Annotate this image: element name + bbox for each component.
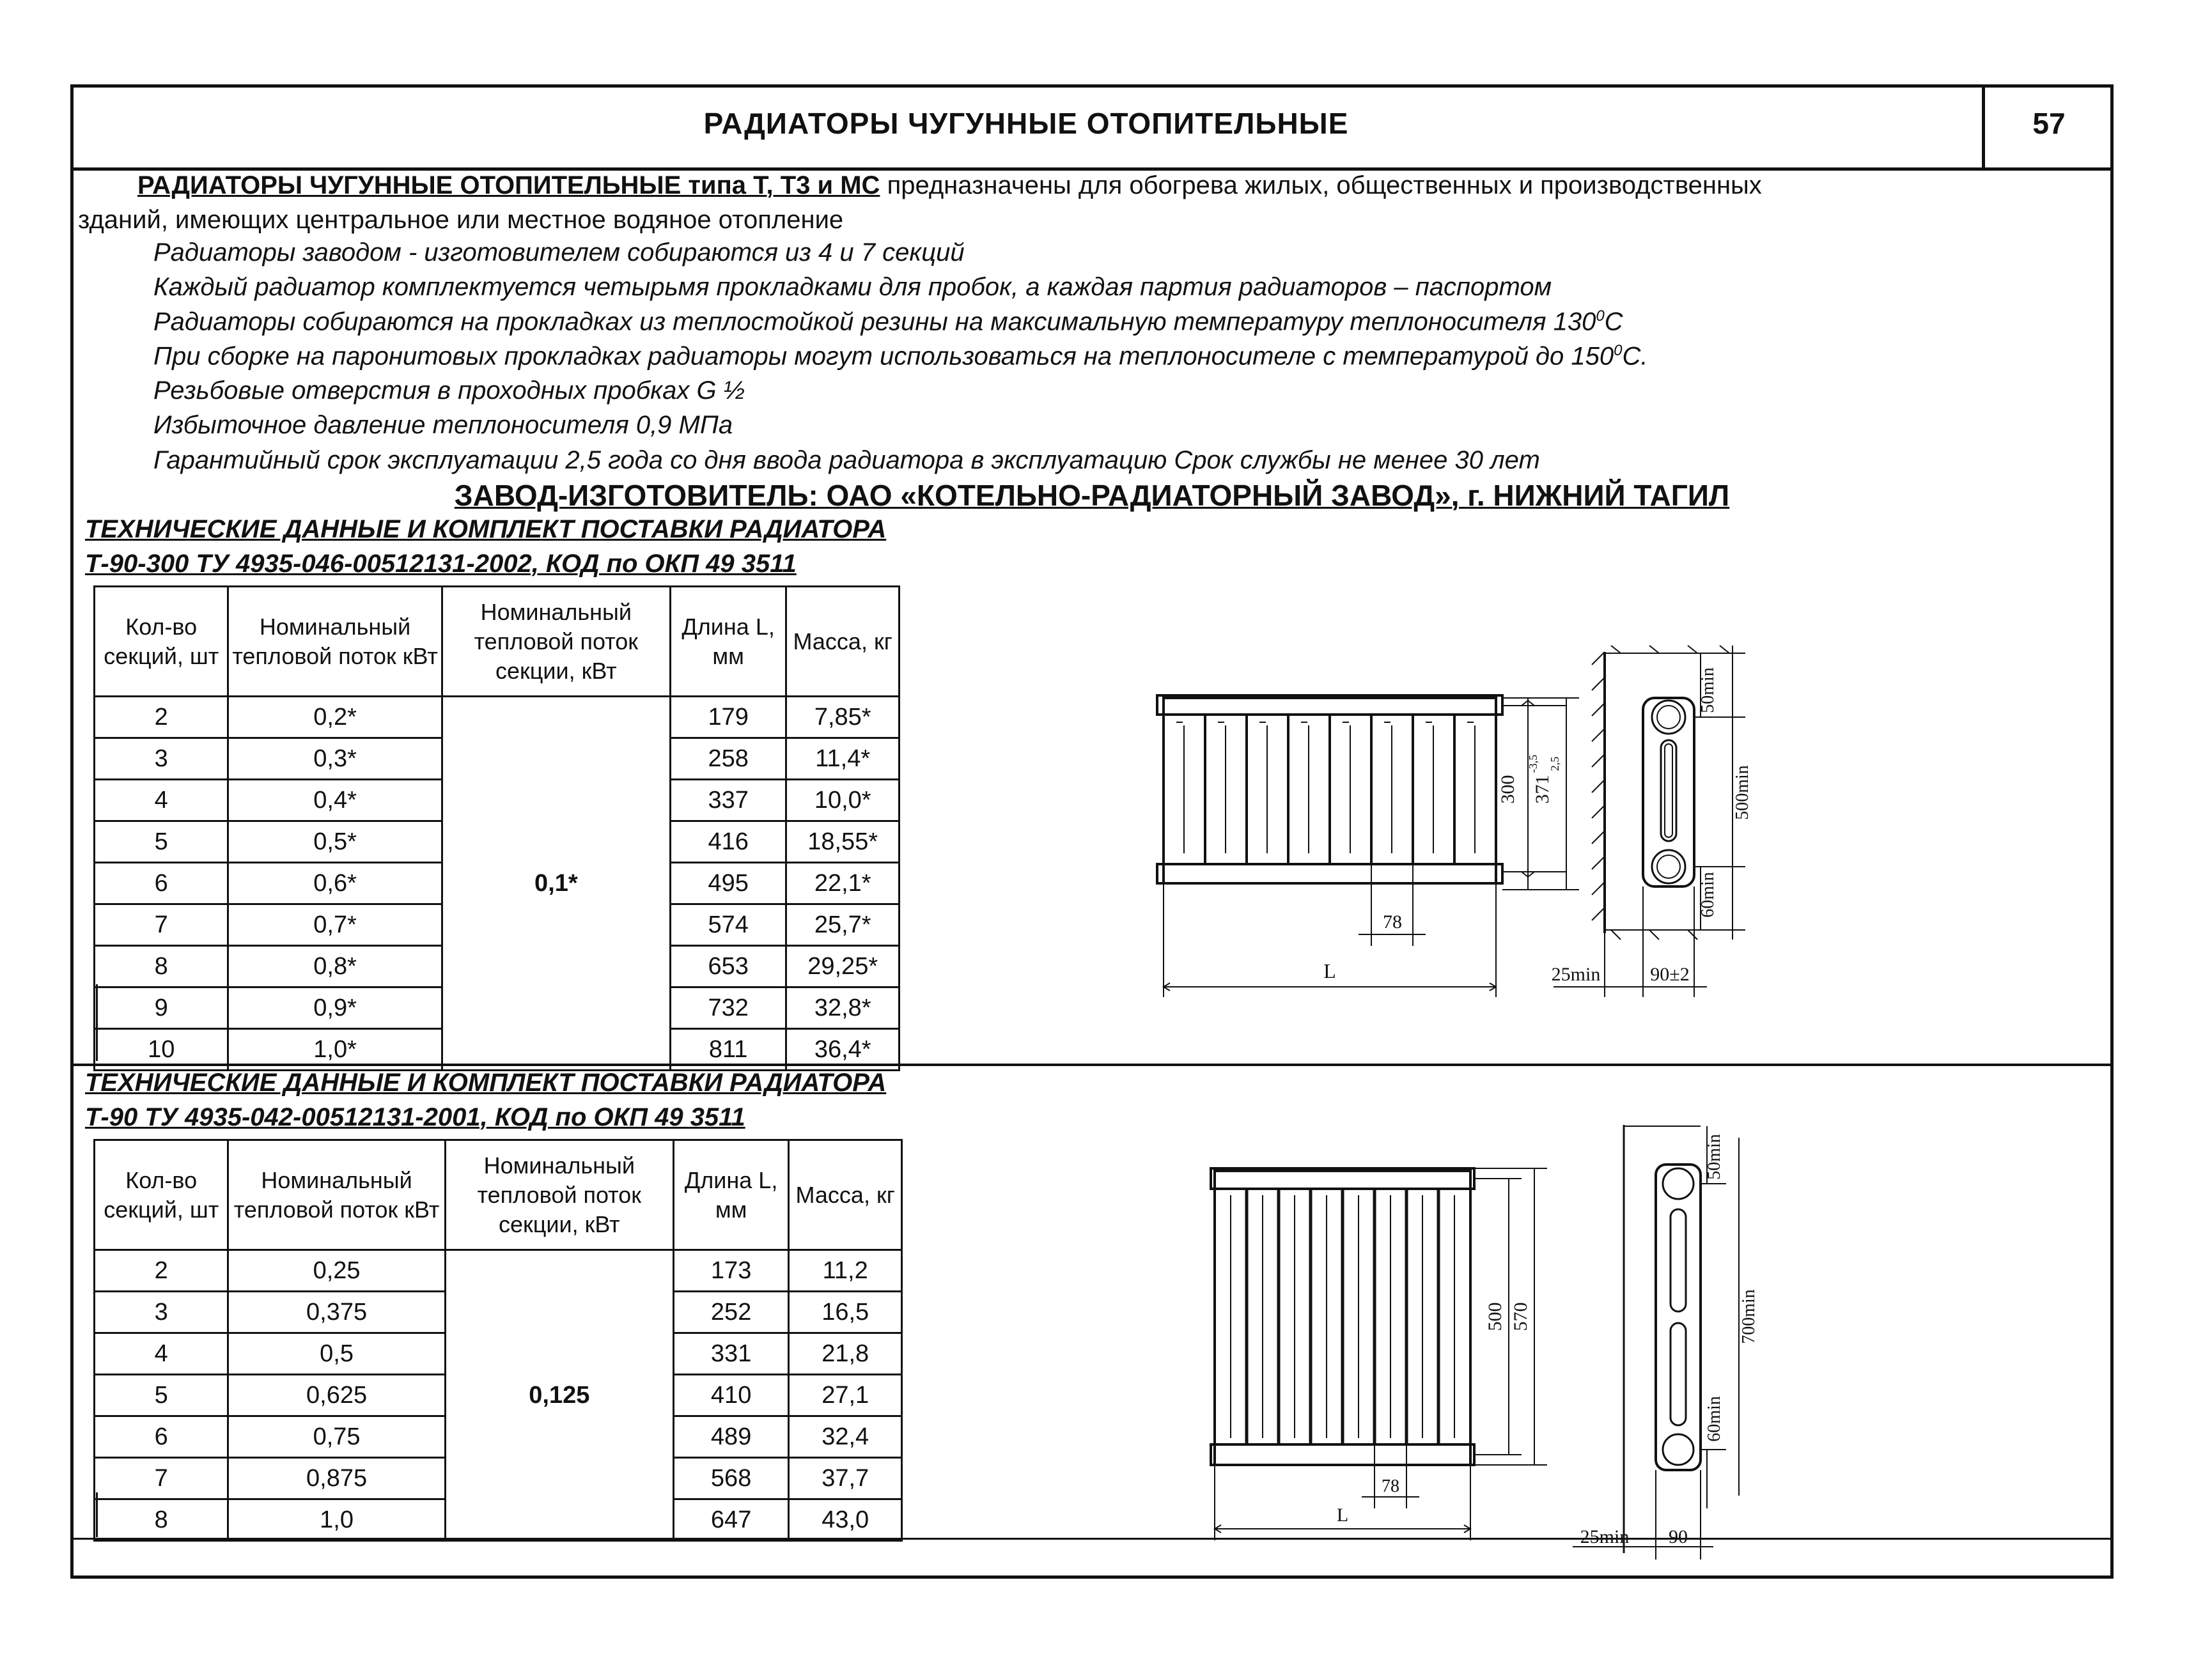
cell-length: 653 bbox=[670, 946, 786, 987]
intro-line-2: зданий, имеющих центральное или местное водяное отопление bbox=[78, 206, 844, 234]
cell-mass: 25,7* bbox=[786, 904, 900, 946]
cell-length: 647 bbox=[673, 1499, 788, 1541]
dim-700min: 700min bbox=[1739, 1289, 1759, 1344]
cell-length: 732 bbox=[670, 987, 786, 1029]
cell-flow: 0,2* bbox=[228, 697, 442, 738]
dim-90: 90 bbox=[1669, 1526, 1688, 1547]
cell-sections: 4 bbox=[95, 780, 228, 821]
cell-sections: 10 bbox=[95, 1029, 228, 1071]
cell-length: 568 bbox=[673, 1458, 788, 1499]
dim-60min: 60min bbox=[1698, 872, 1718, 918]
cell-flow: 0,25 bbox=[228, 1250, 445, 1292]
cell-mass: 7,85* bbox=[786, 697, 900, 738]
cell-flow: 0,3* bbox=[228, 738, 442, 780]
dim-570: 570 bbox=[1510, 1302, 1531, 1331]
cell-flow: 0,5* bbox=[228, 821, 442, 863]
cell-flow: 1,0 bbox=[228, 1499, 445, 1541]
cell-sections: 8 bbox=[95, 1499, 228, 1541]
cell-sections: 7 bbox=[95, 904, 228, 946]
cell-length: 179 bbox=[670, 697, 786, 738]
section1-heading: ТЕХНИЧЕСКИЕ ДАННЫЕ И КОМПЛЕКТ ПОСТАВКИ РАДИАТОРА bbox=[85, 515, 887, 543]
dim-78: 78 bbox=[1383, 911, 1402, 933]
cell-sections: 7 bbox=[95, 1458, 228, 1499]
radiator-front-view bbox=[1211, 1168, 1474, 1465]
header-divider bbox=[70, 167, 2114, 171]
cell-sections: 5 bbox=[95, 821, 228, 863]
dim-tol-upper: -3,5 bbox=[1527, 754, 1539, 773]
dim-50min: 50min bbox=[1698, 667, 1718, 713]
cell-flow: 0,4* bbox=[228, 780, 442, 821]
dim-25min: 25min bbox=[1551, 964, 1601, 985]
cell-length: 173 bbox=[673, 1250, 788, 1292]
cell-sections: 4 bbox=[95, 1333, 228, 1375]
spec-table-t90-300 bbox=[93, 585, 900, 1071]
cell-mass: 10,0* bbox=[786, 780, 900, 821]
cell-section-flow: 0,1* bbox=[442, 697, 670, 1071]
cell-sections: 2 bbox=[95, 697, 228, 738]
cell-mass: 32,4 bbox=[789, 1416, 902, 1458]
col-header-flow: Номинальный тепловой поток кВт bbox=[228, 1140, 445, 1250]
cell-flow: 1,0* bbox=[228, 1029, 442, 1071]
note-7: Гарантийный срок эксплуатации 2,5 года со дня ввода радиатора в эксплуатацию Срок службы не менее 30 лет bbox=[153, 446, 1540, 474]
dim-78: 78 bbox=[1382, 1476, 1399, 1496]
col-header-length: Длина L, мм bbox=[670, 587, 786, 697]
page-number: 57 bbox=[2032, 107, 2066, 140]
radiator-drawing-t90-300 bbox=[1144, 639, 1969, 1023]
cell-flow: 0,6* bbox=[228, 863, 442, 904]
cell-length: 258 bbox=[670, 738, 786, 780]
cell-sections: 2 bbox=[95, 1250, 228, 1292]
cell-mass: 27,1 bbox=[789, 1375, 902, 1416]
cell-length: 811 bbox=[670, 1029, 786, 1071]
cell-flow: 0,375 bbox=[228, 1292, 445, 1333]
cell-sections: 5 bbox=[95, 1375, 228, 1416]
dim-90: 90±2 bbox=[1650, 964, 1690, 985]
dim-50min: 50min bbox=[1704, 1134, 1724, 1180]
col-header-sections: Кол-во секций, шт bbox=[95, 587, 228, 697]
cell-flow: 0,75 bbox=[228, 1416, 445, 1458]
cell-length: 574 bbox=[670, 904, 786, 946]
cell-flow: 0,875 bbox=[228, 1458, 445, 1499]
cell-length: 416 bbox=[670, 821, 786, 863]
cell-sections: 3 bbox=[95, 738, 228, 780]
intro-lead-rest: предназначены для обогрева жилых, общественных и производственных bbox=[880, 171, 1762, 199]
note-3: Радиаторы собираются на прокладках из теплостойкой резины на максимальную температуру теплоносителя $130^0C$ bbox=[153, 307, 1623, 336]
dim-60min: 60min bbox=[1704, 1396, 1724, 1442]
cell-length: 495 bbox=[670, 863, 786, 904]
table-row bbox=[95, 1250, 902, 1292]
radiator-front-view bbox=[1157, 695, 1502, 883]
factory-heading: ЗАВОД-ИЗГОТОВИТЕЛЬ: ОАО «КОТЕЛЬНО-РАДИАТОРНЫЙ ЗАВОД», г. НИЖНИЙ ТАГИЛ bbox=[454, 479, 1730, 512]
cell-flow: 0,8* bbox=[228, 946, 442, 987]
note-6: Избыточное давление теплоносителя 0,9 МПа bbox=[153, 411, 733, 439]
cell-mass: 36,4* bbox=[786, 1029, 900, 1071]
cell-length: 489 bbox=[673, 1416, 788, 1458]
note-5: Резьбовые отверстия в проходных пробках G ½ bbox=[153, 376, 745, 405]
dim-500: 500 bbox=[1484, 1302, 1506, 1331]
section1-subheading: Т-90-300 ТУ 4935-046-00512131-2002, КОД по ОКП 49 3511 bbox=[85, 550, 797, 578]
note-1: Радиаторы заводом - изготовителем собираются из 4 и 7 секций bbox=[153, 238, 965, 267]
col-header-section-flow: Номинальный тепловой поток секции, кВт bbox=[445, 1140, 673, 1250]
cell-sections: 8 bbox=[95, 946, 228, 987]
cell-sections: 9 bbox=[95, 987, 228, 1029]
cell-mass: 11,2 bbox=[789, 1250, 902, 1292]
cell-mass: 29,25* bbox=[786, 946, 900, 987]
note-4: При сборке на паронитовых прокладках радиаторы могут использоваться на теплоносителе с температурой до $150^0C$. bbox=[153, 342, 1648, 371]
intro-lead-bold: РАДИАТОРЫ ЧУГУННЫЕ ОТОПИТЕЛЬНЫЕ типа Т, Т3 и МС bbox=[137, 171, 880, 199]
radiator-drawing-t90 bbox=[1189, 1125, 1905, 1560]
cell-flow: 0,7* bbox=[228, 904, 442, 946]
cell-length: 337 bbox=[670, 780, 786, 821]
dim-300: 300 bbox=[1497, 775, 1518, 804]
cell-sections: 3 bbox=[95, 1292, 228, 1333]
cell-mass: 18,55* bbox=[786, 821, 900, 863]
cell-mass: 32,8* bbox=[786, 987, 900, 1029]
cell-mass: 22,1* bbox=[786, 863, 900, 904]
cell-sections: 6 bbox=[95, 1416, 228, 1458]
section2-subheading: Т-90 ТУ 4935-042-00512131-2001, КОД по ОКП 49 3511 bbox=[85, 1103, 745, 1131]
intro-line-1 bbox=[137, 171, 1762, 200]
col-header-mass: Масса, кг bbox=[786, 587, 900, 697]
section2-heading: ТЕХНИЧЕСКИЕ ДАННЫЕ И КОМПЛЕКТ ПОСТАВКИ РАДИАТОРА bbox=[85, 1069, 887, 1097]
dim-500min: 500min bbox=[1733, 765, 1752, 820]
cell-mass: 11,4* bbox=[786, 738, 900, 780]
note-2: Каждый радиатор комплектуется четырьмя прокладками для пробок, а каждая партия радиаторов – паспортом bbox=[153, 273, 1552, 301]
cell-mass: 16,5 bbox=[789, 1292, 902, 1333]
col-header-sections: Кол-во секций, шт bbox=[95, 1140, 228, 1250]
cell-section-flow: 0,125 bbox=[445, 1250, 673, 1541]
col-header-length: Длина L, мм bbox=[673, 1140, 788, 1250]
cell-sections: 6 bbox=[95, 863, 228, 904]
cell-flow: 0,625 bbox=[228, 1375, 445, 1416]
cell-mass: 43,0 bbox=[789, 1499, 902, 1541]
dim-L: L bbox=[1336, 1505, 1349, 1526]
dim-25min: 25min bbox=[1580, 1526, 1630, 1547]
radiator-side-view bbox=[1624, 1125, 1701, 1553]
page-title: РАДИАТОРЫ ЧУГУННЫЕ ОТОПИТЕЛЬНЫЕ bbox=[703, 107, 1349, 140]
dim-371: 371 bbox=[1532, 775, 1553, 804]
cell-flow: 0,9* bbox=[228, 987, 442, 1029]
col-header-section-flow: Номинальный тепловой поток секции, кВт bbox=[442, 587, 670, 697]
cell-length: 410 bbox=[673, 1375, 788, 1416]
cell-mass: 21,8 bbox=[789, 1333, 902, 1375]
table-row bbox=[95, 697, 900, 738]
dim-L: L bbox=[1323, 959, 1336, 982]
col-header-flow: Номинальный тепловой поток кВт bbox=[228, 587, 442, 697]
cell-length: 331 bbox=[673, 1333, 788, 1375]
col-header-mass: Масса, кг bbox=[789, 1140, 902, 1250]
spec-table-t90 bbox=[93, 1139, 903, 1542]
dim-tol-lower: 2,5 bbox=[1548, 756, 1561, 771]
cell-mass: 37,7 bbox=[789, 1458, 902, 1499]
cell-flow: 0,5 bbox=[228, 1333, 445, 1375]
cell-length: 252 bbox=[673, 1292, 788, 1333]
